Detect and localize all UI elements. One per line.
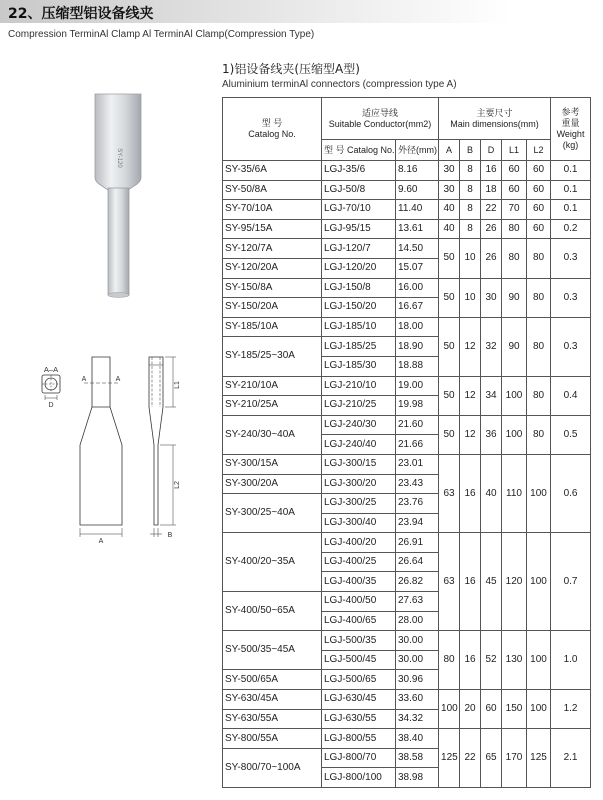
model-cell: SY-70/10A bbox=[223, 200, 322, 220]
weight-cell: 0.1 bbox=[551, 200, 591, 220]
conductor-cell: LGJ-400/25 bbox=[322, 552, 396, 572]
dim-b-cell: 12 bbox=[460, 317, 481, 376]
model-cell: SY-210/10A bbox=[223, 376, 322, 396]
section-label: A–A bbox=[43, 365, 59, 374]
conductor-cell: LGJ-400/20 bbox=[322, 533, 396, 553]
dim-d-cell: 26 bbox=[481, 239, 502, 278]
od-cell: 26.82 bbox=[396, 572, 439, 592]
col-catalog-header: 型 号 Catalog No. bbox=[223, 98, 322, 161]
dim-l2-cell: 60 bbox=[527, 200, 551, 220]
conductor-cell: LGJ-800/55 bbox=[322, 729, 396, 749]
model-cell: SY-400/20~35A bbox=[223, 533, 322, 592]
conductor-cell: LGJ-95/15 bbox=[322, 219, 396, 239]
conductor-cell: LGJ-400/50 bbox=[322, 592, 396, 612]
spec-table-body bbox=[223, 161, 591, 788]
weight-cell: 0.4 bbox=[551, 376, 591, 415]
table-row bbox=[223, 454, 591, 474]
dim-l2-cell: 60 bbox=[527, 180, 551, 200]
side-view bbox=[149, 357, 181, 539]
col-l2-header: L2 bbox=[527, 140, 551, 161]
weight-cell: 1.0 bbox=[551, 631, 591, 690]
sub-od-header: 外径(mm) bbox=[396, 140, 439, 161]
dim-a-cell: 63 bbox=[439, 454, 460, 532]
conductor-cell: LGJ-240/40 bbox=[322, 435, 396, 455]
table-row bbox=[223, 729, 591, 749]
front-view bbox=[80, 357, 122, 545]
dim-l2-cell: 125 bbox=[527, 729, 551, 788]
dim-l1-cell: 60 bbox=[502, 161, 527, 181]
dim-a-cell: 50 bbox=[439, 278, 460, 317]
od-cell: 28.00 bbox=[396, 611, 439, 631]
od-cell: 18.00 bbox=[396, 317, 439, 337]
dim-d-cell: 40 bbox=[481, 454, 502, 532]
od-cell: 18.90 bbox=[396, 337, 439, 357]
model-cell: SY-35/6A bbox=[223, 161, 322, 181]
dim-l1-cell: 100 bbox=[502, 415, 527, 454]
conductor-cell: LGJ-400/35 bbox=[322, 572, 396, 592]
weight-cell: 0.1 bbox=[551, 180, 591, 200]
od-cell: 30.00 bbox=[396, 631, 439, 651]
dim-l1-cell: 80 bbox=[502, 219, 527, 239]
model-cell: SY-185/10A bbox=[223, 317, 322, 337]
dim-d-cell: 32 bbox=[481, 317, 502, 376]
dim-b-cell: 12 bbox=[460, 376, 481, 415]
od-cell: 21.66 bbox=[396, 435, 439, 455]
conductor-cell: LGJ-185/10 bbox=[322, 317, 396, 337]
table-row bbox=[223, 376, 591, 396]
dim-d-cell: 34 bbox=[481, 376, 502, 415]
dim-b-cell: 10 bbox=[460, 239, 481, 278]
dim-l2-cell: 80 bbox=[527, 278, 551, 317]
table-row bbox=[223, 239, 591, 259]
conductor-cell: LGJ-240/30 bbox=[322, 415, 396, 435]
model-cell: SY-150/8A bbox=[223, 278, 322, 298]
side-outline bbox=[149, 357, 163, 525]
dim-l1-cell: 120 bbox=[502, 533, 527, 631]
dim-b-cell: 16 bbox=[460, 533, 481, 631]
model-cell: SY-50/8A bbox=[223, 180, 322, 200]
dim-a-cell: 50 bbox=[439, 317, 460, 376]
conductor-cell: LGJ-500/65 bbox=[322, 670, 396, 690]
dim-b-cell: 12 bbox=[460, 415, 481, 454]
technical-drawing bbox=[28, 345, 203, 545]
dim-d-cell: 60 bbox=[481, 690, 502, 729]
dim-l1-cell: 90 bbox=[502, 278, 527, 317]
weight-cell: 0.6 bbox=[551, 454, 591, 532]
model-cell: SY-630/55A bbox=[223, 709, 322, 729]
dim-d-cell: 65 bbox=[481, 729, 502, 788]
dim-b-cell: 16 bbox=[460, 631, 481, 690]
col-l1-header: L1 bbox=[502, 140, 527, 161]
conductor-cell: LGJ-300/40 bbox=[322, 513, 396, 533]
weight-cell: 0.3 bbox=[551, 239, 591, 278]
weight-cell: 1.2 bbox=[551, 690, 591, 729]
od-cell: 19.98 bbox=[396, 396, 439, 416]
od-cell: 14.50 bbox=[396, 239, 439, 259]
col-dims-header: 主要尺寸 Main dimensions(mm) bbox=[439, 98, 551, 140]
conductor-cell: LGJ-120/20 bbox=[322, 258, 396, 278]
od-cell: 13.61 bbox=[396, 219, 439, 239]
dim-l1-cell: 170 bbox=[502, 729, 527, 788]
od-cell: 38.98 bbox=[396, 768, 439, 788]
od-cell: 30.00 bbox=[396, 650, 439, 670]
dim-l2-cell: 100 bbox=[527, 533, 551, 631]
dim-l2-cell: 80 bbox=[527, 415, 551, 454]
conductor-cell: LGJ-185/25 bbox=[322, 337, 396, 357]
weight-cell: 2.1 bbox=[551, 729, 591, 788]
bottom-a-label: A bbox=[98, 538, 104, 545]
dim-a-cell: 50 bbox=[439, 376, 460, 415]
conductor-cell: LGJ-150/8 bbox=[322, 278, 396, 298]
a-label-left: A bbox=[81, 376, 87, 383]
model-cell: SY-800/55A bbox=[223, 729, 322, 749]
dim-l1-cell: 100 bbox=[502, 376, 527, 415]
dim-d-cell: 30 bbox=[481, 278, 502, 317]
table-row bbox=[223, 415, 591, 435]
conductor-cell: LGJ-35/6 bbox=[322, 161, 396, 181]
section-title: 1)铝设备线夹(压缩型A型) bbox=[222, 62, 360, 76]
conductor-cell: LGJ-300/25 bbox=[322, 494, 396, 514]
weight-cell: 0.1 bbox=[551, 161, 591, 181]
model-cell: SY-630/45A bbox=[223, 690, 322, 710]
od-cell: 23.94 bbox=[396, 513, 439, 533]
od-cell: 38.40 bbox=[396, 729, 439, 749]
dim-d-cell: 22 bbox=[481, 200, 502, 220]
dim-l2-cell: 80 bbox=[527, 376, 551, 415]
section-subtitle: Aluminium terminAl connectors (compression type A) bbox=[222, 79, 457, 90]
od-cell: 26.64 bbox=[396, 552, 439, 572]
col-d-header: D bbox=[481, 140, 502, 161]
dim-d-cell: 16 bbox=[481, 161, 502, 181]
weight-cell: 0.7 bbox=[551, 533, 591, 631]
photo-stamp: SY-120 bbox=[116, 148, 122, 168]
bottom-b-label: B bbox=[167, 532, 173, 539]
dim-l1-cell: 110 bbox=[502, 454, 527, 532]
product-photo bbox=[88, 90, 148, 300]
od-cell: 15.07 bbox=[396, 258, 439, 278]
dim-l1-cell: 80 bbox=[502, 239, 527, 278]
dim-a-cell: 100 bbox=[439, 690, 460, 729]
weight-cell: 0.2 bbox=[551, 219, 591, 239]
conductor-cell: LGJ-150/20 bbox=[322, 298, 396, 318]
dim-b-cell: 8 bbox=[460, 219, 481, 239]
dim-a-cell: 80 bbox=[439, 631, 460, 690]
dim-b-cell: 8 bbox=[460, 200, 481, 220]
model-cell: SY-240/30~40A bbox=[223, 415, 322, 454]
od-cell: 16.67 bbox=[396, 298, 439, 318]
conductor-cell: LGJ-630/45 bbox=[322, 690, 396, 710]
dim-l1-cell: 70 bbox=[502, 200, 527, 220]
section-view bbox=[42, 365, 60, 409]
od-cell: 38.58 bbox=[396, 748, 439, 768]
dim-l2-cell: 80 bbox=[527, 239, 551, 278]
od-cell: 21.60 bbox=[396, 415, 439, 435]
dim-l2-cell: 100 bbox=[527, 690, 551, 729]
dim-l1-cell: 130 bbox=[502, 631, 527, 690]
dim-a-cell: 125 bbox=[439, 729, 460, 788]
conductor-cell: LGJ-300/15 bbox=[322, 454, 396, 474]
od-cell: 8.16 bbox=[396, 161, 439, 181]
conductor-cell: LGJ-210/25 bbox=[322, 396, 396, 416]
od-cell: 34.32 bbox=[396, 709, 439, 729]
od-cell: 11.40 bbox=[396, 200, 439, 220]
dim-b-cell: 20 bbox=[460, 690, 481, 729]
od-cell: 9.60 bbox=[396, 180, 439, 200]
table-row bbox=[223, 200, 591, 220]
dim-a-cell: 30 bbox=[439, 180, 460, 200]
model-cell: SY-300/20A bbox=[223, 474, 322, 494]
model-cell: SY-800/70~100A bbox=[223, 748, 322, 787]
table-row bbox=[223, 180, 591, 200]
table-row bbox=[223, 690, 591, 710]
table-row bbox=[223, 278, 591, 298]
dim-d-cell: 52 bbox=[481, 631, 502, 690]
od-cell: 16.00 bbox=[396, 278, 439, 298]
dim-l2-cell: 100 bbox=[527, 454, 551, 532]
conductor-cell: LGJ-185/30 bbox=[322, 356, 396, 376]
photo-barrel-end bbox=[108, 293, 129, 298]
dim-d-cell: 18 bbox=[481, 180, 502, 200]
dim-l2-cell: 100 bbox=[527, 631, 551, 690]
table-row bbox=[223, 533, 591, 553]
sub-catalog-header: 型 号 Catalog No. bbox=[322, 140, 396, 161]
dim-l2-cell: 80 bbox=[527, 317, 551, 376]
dim-d-cell: 45 bbox=[481, 533, 502, 631]
page-title: 22、压缩型铝设备线夹 bbox=[8, 6, 154, 22]
model-cell: SY-150/20A bbox=[223, 298, 322, 318]
conductor-cell: LGJ-800/70 bbox=[322, 748, 396, 768]
conductor-cell: LGJ-630/55 bbox=[322, 709, 396, 729]
dim-l1-cell: 60 bbox=[502, 180, 527, 200]
model-cell: SY-120/7A bbox=[223, 239, 322, 259]
od-cell: 27.63 bbox=[396, 592, 439, 612]
col-a-header: A bbox=[439, 140, 460, 161]
od-cell: 19.00 bbox=[396, 376, 439, 396]
dim-d-cell: 36 bbox=[481, 415, 502, 454]
dim-b-cell: 8 bbox=[460, 180, 481, 200]
col-b-header: B bbox=[460, 140, 481, 161]
dim-a-cell: 30 bbox=[439, 161, 460, 181]
dim-l2-cell: 60 bbox=[527, 161, 551, 181]
title-banner bbox=[0, 0, 603, 23]
model-cell: SY-300/25~40A bbox=[223, 494, 322, 533]
l1-label: L1 bbox=[174, 381, 181, 389]
conductor-cell: LGJ-500/45 bbox=[322, 650, 396, 670]
od-cell: 23.43 bbox=[396, 474, 439, 494]
dim-b-cell: 8 bbox=[460, 161, 481, 181]
conductor-cell: LGJ-800/100 bbox=[322, 768, 396, 788]
table-row bbox=[223, 161, 591, 181]
conductor-cell: LGJ-500/35 bbox=[322, 631, 396, 651]
model-cell: SY-120/20A bbox=[223, 258, 322, 278]
od-cell: 18.88 bbox=[396, 356, 439, 376]
model-cell: SY-500/65A bbox=[223, 670, 322, 690]
conductor-cell: LGJ-70/10 bbox=[322, 200, 396, 220]
dim-l1-cell: 150 bbox=[502, 690, 527, 729]
model-cell: SY-95/15A bbox=[223, 219, 322, 239]
table-row bbox=[223, 317, 591, 337]
weight-cell: 0.3 bbox=[551, 278, 591, 317]
d-label: D bbox=[48, 402, 54, 409]
od-cell: 23.01 bbox=[396, 454, 439, 474]
od-cell: 33.60 bbox=[396, 690, 439, 710]
od-cell: 23.76 bbox=[396, 494, 439, 514]
table-row bbox=[223, 631, 591, 651]
dim-b-cell: 16 bbox=[460, 454, 481, 532]
model-cell: SY-500/35~45A bbox=[223, 631, 322, 670]
conductor-cell: LGJ-120/7 bbox=[322, 239, 396, 259]
model-cell: SY-185/25~30A bbox=[223, 337, 322, 376]
l2-label: L2 bbox=[174, 481, 181, 489]
model-cell: SY-400/50~65A bbox=[223, 592, 322, 631]
weight-cell: 0.5 bbox=[551, 415, 591, 454]
header-row-1 bbox=[223, 98, 591, 140]
a-label-right: A bbox=[115, 376, 121, 383]
dim-l2-cell: 60 bbox=[527, 219, 551, 239]
col-weight-header: 参考 重量 Weight (kg) bbox=[551, 98, 591, 161]
photo-barrel bbox=[108, 188, 129, 295]
od-cell: 26.91 bbox=[396, 533, 439, 553]
dim-l1-cell: 90 bbox=[502, 317, 527, 376]
spec-table bbox=[222, 97, 591, 788]
dim-a-cell: 40 bbox=[439, 219, 460, 239]
col-conductor-header: 适应导线 Suitable Conductor(mm2) bbox=[322, 98, 439, 140]
dim-a-cell: 50 bbox=[439, 239, 460, 278]
model-cell: SY-210/25A bbox=[223, 396, 322, 416]
conductor-cell: LGJ-50/8 bbox=[322, 180, 396, 200]
weight-cell: 0.3 bbox=[551, 317, 591, 376]
page-subtitle: Compression TerminAl Clamp Al TerminAl Clamp(Compression Type) bbox=[8, 29, 315, 40]
dim-d-cell: 26 bbox=[481, 219, 502, 239]
conductor-cell: LGJ-400/65 bbox=[322, 611, 396, 631]
model-cell: SY-300/15A bbox=[223, 454, 322, 474]
photo-pad bbox=[95, 94, 141, 190]
conductor-cell: LGJ-210/10 bbox=[322, 376, 396, 396]
dim-a-cell: 63 bbox=[439, 533, 460, 631]
dim-a-cell: 40 bbox=[439, 200, 460, 220]
table-row bbox=[223, 219, 591, 239]
dim-b-cell: 10 bbox=[460, 278, 481, 317]
conductor-cell: LGJ-300/20 bbox=[322, 474, 396, 494]
dim-b-cell: 22 bbox=[460, 729, 481, 788]
dim-a-cell: 50 bbox=[439, 415, 460, 454]
od-cell: 30.96 bbox=[396, 670, 439, 690]
